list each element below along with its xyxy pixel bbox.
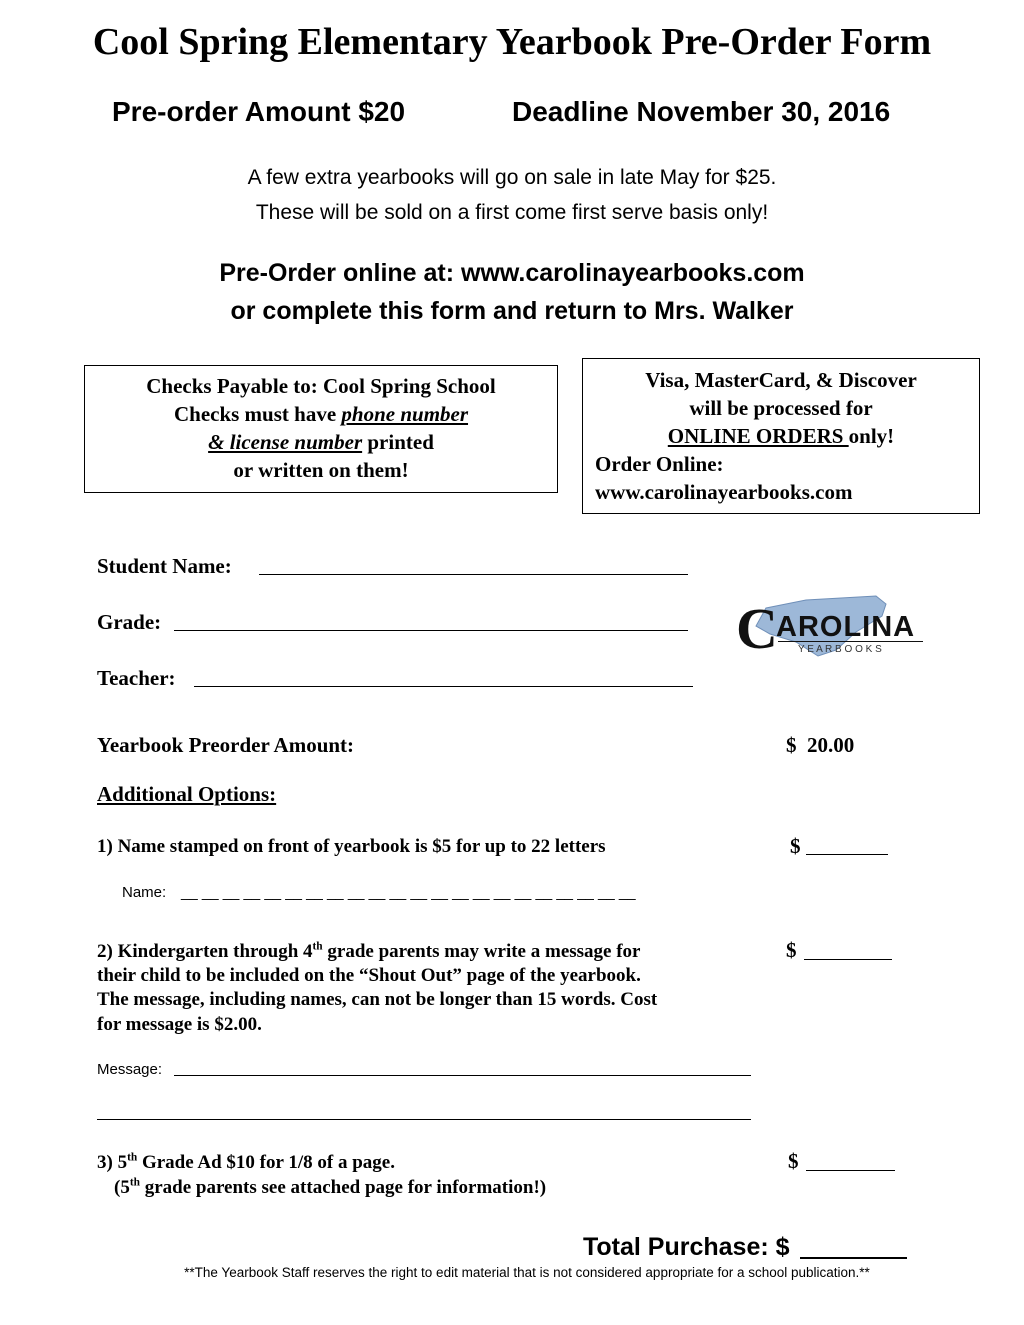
option-3-amount-field[interactable] — [806, 1170, 895, 1171]
logo-rule — [778, 641, 923, 642]
preorder-amount-label: Yearbook Preorder Amount: — [97, 733, 355, 757]
page-title: Cool Spring Elementary Yearbook Pre-Order Form — [92, 21, 932, 63]
option-2-superscript: th — [312, 940, 323, 953]
carolina-yearbooks-logo — [736, 586, 928, 666]
return-form-line: or complete this form and return to Mrs. Walker — [230, 297, 794, 325]
total-purchase-field[interactable] — [800, 1257, 907, 1259]
option-2-line-1-end: grade parents may write a message for — [322, 941, 641, 962]
option-3-line-1-start: 3) 5 — [97, 1152, 128, 1173]
option-3-line-1-end: Grade Ad $10 for 1/8 of a page. — [137, 1152, 395, 1173]
card-payment-box — [582, 358, 980, 514]
additional-options-heading: Additional Options: — [97, 782, 277, 806]
grade-label: Grade: — [97, 610, 162, 634]
option-3-line-2-start: (5 — [114, 1177, 130, 1198]
logo-subtext: Y E A R B O O K S — [798, 644, 882, 655]
checks-license-line — [85, 430, 557, 455]
checks-written-line: or written on them! — [233, 458, 409, 482]
intro-line-2: These will be sold on a first come first serve basis only! — [255, 201, 769, 224]
option-2-dollar: $ — [786, 938, 797, 962]
teacher-field[interactable] — [194, 686, 693, 687]
option-3-line-2 — [114, 1177, 546, 1199]
teacher-label: Teacher: — [97, 666, 176, 690]
preorder-amount-heading: Pre-order Amount $20 — [112, 96, 406, 127]
option-1-dollar: $ — [790, 834, 801, 858]
student-name-field[interactable] — [259, 574, 688, 575]
preorder-amount-value: $ 20.00 — [786, 733, 855, 757]
option-2-amount-field[interactable] — [804, 959, 892, 960]
online-orders-emphasis: ONLINE ORDERS — [667, 424, 849, 448]
name-stamp-label: Name: — [122, 884, 167, 901]
message-label: Message: — [97, 1061, 163, 1078]
deadline-heading: Deadline November 30, 2016 — [512, 96, 891, 127]
option-2-line-3: The message, including names, can not be longer than 15 words. Cost — [97, 989, 658, 1010]
logo-text: AROLINA — [776, 611, 916, 643]
order-online-label: Order Online: — [595, 452, 724, 476]
checks-phone-line — [85, 402, 557, 427]
order-online-url[interactable]: www.carolinayearbooks.com — [595, 480, 853, 504]
message-field-line-2[interactable] — [97, 1119, 751, 1120]
online-order-line: Pre-Order online at: www.carolinayearbooks.com — [219, 259, 805, 287]
option-2-line-1 — [97, 941, 640, 963]
option-1-text: 1) Name stamped on front of yearbook is $5 for up to 22 letters — [97, 836, 606, 857]
cards-accepted-line: Visa, MasterCard, & Discover — [645, 368, 917, 392]
option-3-line-1 — [97, 1152, 395, 1174]
option-1-amount-field[interactable] — [806, 854, 888, 855]
student-name-label: Student Name: — [97, 554, 232, 578]
online-orders-line — [583, 424, 979, 449]
license-number-emphasis: & license number — [208, 430, 363, 454]
name-stamp-field[interactable]: __ __ __ __ __ __ __ __ __ __ __ __ __ __ __ __ __ __ __ __ __ __ — [181, 884, 636, 901]
checks-info-box — [84, 365, 558, 493]
option-3-line-2-end: grade parents see attached page for information!) — [139, 1177, 547, 1198]
option-3-line-2-superscript: th — [129, 1176, 140, 1189]
online-orders-suffix: only! — [848, 424, 895, 448]
footnote: **The Yearbook Staff reserves the right to edit material that is not considered appropriate for a school publication.** — [184, 1265, 870, 1280]
total-purchase-label: Total Purchase: $ — [583, 1233, 790, 1261]
phone-number-emphasis: phone number — [341, 402, 469, 426]
message-field-line-1[interactable] — [174, 1075, 751, 1076]
grade-field[interactable] — [174, 630, 688, 631]
cards-processed-line: will be processed for — [689, 396, 873, 420]
logo-big-c: C — [736, 596, 778, 661]
checks-phone-prefix: Checks must have — [173, 402, 342, 426]
checks-payable-line: Checks Payable to: Cool Spring School — [146, 374, 496, 398]
intro-line-1: A few extra yearbooks will go on sale in late May for $25. — [247, 166, 777, 189]
option-2-line-2: their child to be included on the “Shout Out” page of the yearbook. — [97, 965, 641, 986]
option-2-line-1-start: 2) Kindergarten through 4 — [97, 941, 313, 962]
option-2-line-4: for message is $2.00. — [97, 1014, 262, 1035]
checks-license-suffix: printed — [362, 430, 434, 454]
option-3-dollar: $ — [788, 1149, 799, 1173]
option-3-superscript: th — [127, 1151, 138, 1164]
